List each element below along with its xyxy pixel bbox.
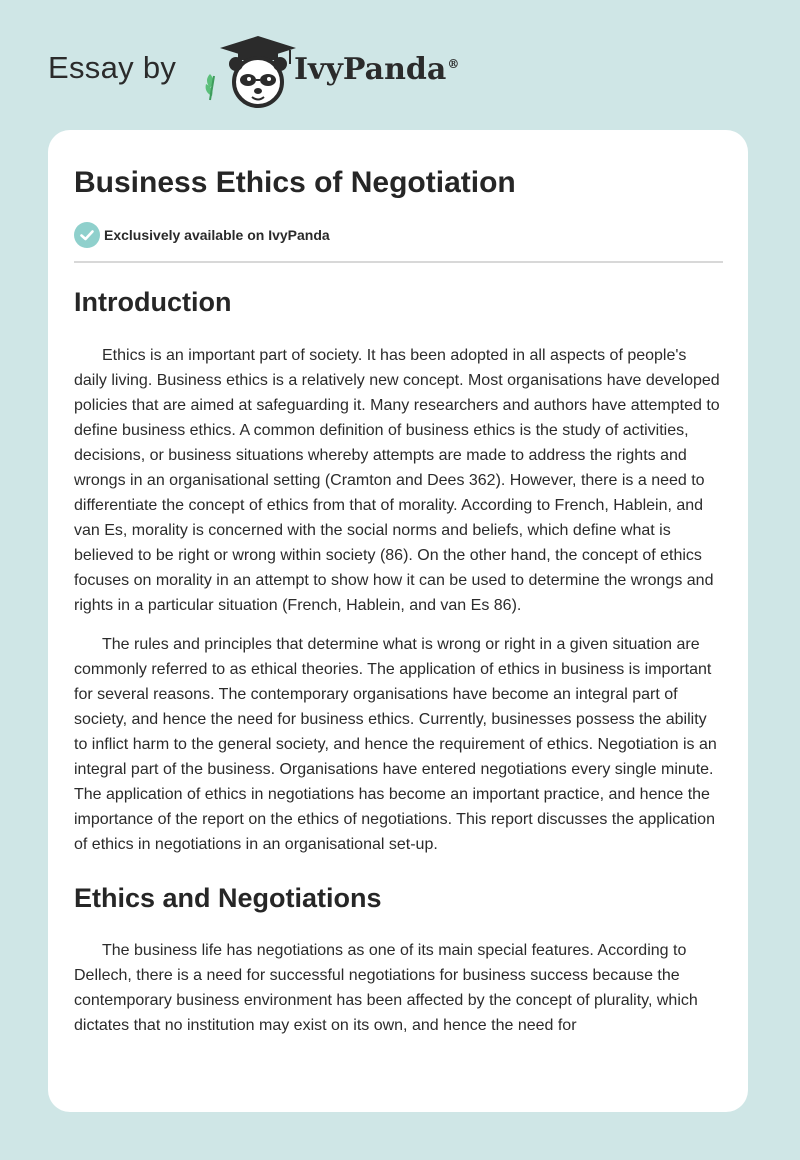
check-circle-icon	[74, 222, 100, 248]
registered-mark: ®	[447, 57, 460, 71]
exclusive-badge-text: Exclusively available on IvyPanda	[104, 227, 330, 243]
panda-graduate-icon	[200, 30, 300, 110]
paragraph: The business life has negotiations as one of its main special features. According to Dellech, there is a need for successful negotiations for business success because the contemporary business environment has been affected by the concept of plurality, which dictates that no institution may exist on its own, and hence the need for	[74, 942, 698, 1034]
paragraph: Ethics is an important part of society. It has been adopted in all aspects of people's daily living. Business ethics is a relatively new concept. Most organisations have developed policies that are aimed at safeguarding it. Many researchers and authors have attempted to define business ethics. A common definition of business ethics is the study of activities, decisions, or business situations whereby attempts are made to address the rights and wrongs in an organisational setting (Cramton and Dees 362). However, there is a need to differentiate the concept of ethics from that of morality. According to French, Hablein, and van Es, morality is concerned with the social norms and beliefs, which define what is believed to be right or wrong within society (86). On the other hand, the concept of ethics focuses on morality in an attempt to show how it can be used to determine the wrongs and rights in a particular situation (French, Hablein, and van Es 86).	[74, 347, 720, 614]
section-heading-ethics-and-negotiations: Ethics and Negotiations	[74, 883, 382, 913]
title-divider	[74, 261, 723, 263]
article-title: Business Ethics of Negotiation	[74, 166, 516, 199]
paragraph: The rules and principles that determine what is wrong or right in a given situation are commonly referred to as ethical theories. The application of ethics in business is important for several reasons. The contemporary organisations have become an integral part of society, and hence the need for business ethics. Currently, businesses possess the ability to inflict harm to the general society, and hence the requirement of ethics. Negotiation is an integral part of the business. Organisations have entered negotiations every single minute. The application of ethics in negotiations has become an important practice, and hence the importance of the report on the ethics of negotiations. This report discusses the application of ethics in negotiations in an organisational set-up.	[74, 636, 717, 853]
brand-name: IvyPanda®	[294, 52, 460, 87]
brand-prefix: Essay by	[48, 50, 177, 85]
article-card	[48, 130, 748, 1112]
section-heading-introduction: Introduction	[74, 287, 232, 317]
article-content	[74, 280, 723, 1038]
brand-header[interactable]	[48, 30, 548, 110]
exclusive-badge	[74, 222, 474, 248]
